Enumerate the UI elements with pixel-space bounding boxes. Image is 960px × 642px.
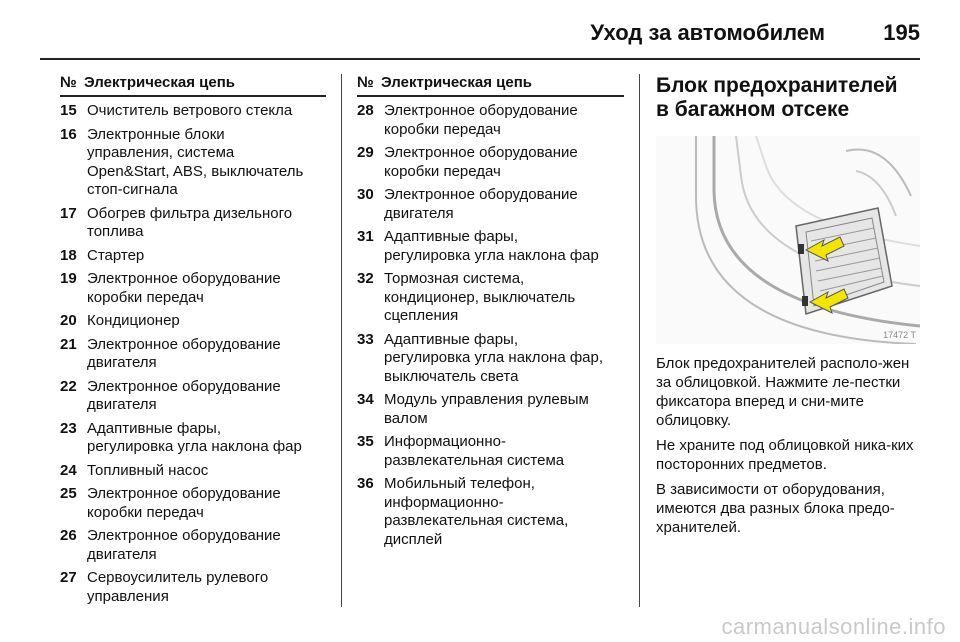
circuit-name: Очиститель ветрового стекла bbox=[87, 102, 293, 119]
table-row bbox=[357, 270, 624, 326]
circuit-name: Электронное оборудование коробки передач bbox=[87, 485, 281, 521]
paragraph: В зависимости от оборудования, имеются два разных блока предо-хранителей. bbox=[656, 481, 895, 536]
fuse-number: 32 bbox=[357, 270, 374, 287]
table-row bbox=[60, 270, 326, 307]
trunk-fuse-box-illustration bbox=[656, 136, 920, 344]
table-row bbox=[60, 485, 326, 522]
section-title: Блок предохранителей в багажном отсеке bbox=[656, 74, 898, 121]
circuit-name: Электронное оборудование двигателя bbox=[87, 377, 281, 413]
table-row bbox=[60, 420, 326, 457]
table-row bbox=[60, 102, 326, 121]
table-row bbox=[357, 433, 624, 470]
table-header bbox=[357, 74, 624, 97]
fuse-number: 24 bbox=[60, 461, 77, 479]
paragraph: Блок предохранителей располо-жен за облицовкой. Нажмите ле-пестки фиксатора вперед и сни-мите облицовку. bbox=[656, 355, 910, 429]
circuit-name: Информационно- развлекательная система bbox=[384, 433, 565, 469]
fuse-number: 25 bbox=[60, 485, 77, 502]
circuit-name: Электронное оборудование двигателя bbox=[384, 186, 578, 222]
circuit-name: Электронное оборудование коробки передач bbox=[87, 270, 281, 306]
fuse-number: 18 bbox=[60, 246, 77, 264]
fuse-number: 28 bbox=[357, 102, 374, 119]
table-row bbox=[60, 378, 326, 415]
circuit-name: Мобильный телефон, информационно- развлекательная система, дисплей bbox=[384, 475, 569, 548]
trunk-panel-drawing bbox=[656, 136, 920, 344]
circuit-name: Адаптивные фары, регулировка угла наклона фар, выключатель света bbox=[384, 330, 604, 385]
circuit-name: Модуль управления рулевым валом bbox=[384, 391, 589, 427]
fuse-table-right bbox=[357, 74, 624, 554]
column-divider bbox=[639, 74, 640, 607]
table-row bbox=[357, 475, 624, 549]
table-row bbox=[357, 102, 624, 139]
column-divider bbox=[341, 74, 342, 607]
col-number-header: № bbox=[357, 74, 374, 91]
fuse-number: 16 bbox=[60, 125, 77, 143]
fuse-number: 19 bbox=[60, 270, 77, 287]
page-header bbox=[40, 14, 920, 60]
fuse-number: 23 bbox=[60, 419, 77, 437]
table-row bbox=[357, 391, 624, 428]
table-row bbox=[357, 228, 624, 265]
table-row bbox=[60, 569, 326, 606]
circuit-name: Кондиционер bbox=[87, 312, 180, 329]
fuse-number: 36 bbox=[357, 475, 374, 492]
page-title: Уход за автомобилем bbox=[590, 20, 825, 45]
table-row bbox=[60, 336, 326, 373]
table-row bbox=[357, 331, 624, 387]
fuse-number: 33 bbox=[357, 330, 374, 348]
circuit-name: Топливный насос bbox=[87, 461, 209, 479]
fuse-number: 29 bbox=[357, 144, 374, 161]
fuse-table-left bbox=[60, 74, 326, 611]
col-circuit-header: Электрическая цепь bbox=[84, 74, 236, 91]
table-row bbox=[60, 126, 326, 200]
table-header bbox=[60, 74, 326, 97]
table-row bbox=[60, 527, 326, 564]
circuit-name: Обогрев фильтра дизельного топлива bbox=[87, 204, 293, 240]
fuse-number: 21 bbox=[60, 335, 77, 353]
circuit-name: Электронные блоки управления, система Open&Start, ABS, выключатель стоп-сигнала bbox=[87, 125, 304, 198]
table-row bbox=[60, 312, 326, 331]
circuit-name: Адаптивные фары, регулировка угла наклона фар bbox=[87, 419, 302, 455]
circuit-name: Электронное оборудование двигателя bbox=[87, 527, 281, 563]
table-row bbox=[357, 186, 624, 223]
paragraph: Не храните под облицовкой ника-ких посторонних предметов. bbox=[656, 437, 914, 473]
fuse-number: 30 bbox=[357, 186, 374, 203]
fuse-box-section bbox=[656, 74, 926, 543]
circuit-name: Электронное оборудование двигателя bbox=[87, 335, 281, 371]
col-circuit-header: Электрическая цепь bbox=[381, 74, 533, 91]
circuit-name: Стартер bbox=[87, 246, 145, 264]
circuit-name: Электронное оборудование коробки передач bbox=[384, 144, 578, 180]
fuse-number: 34 bbox=[357, 391, 374, 408]
fuse-number: 31 bbox=[357, 228, 374, 245]
fuse-number: 17 bbox=[60, 204, 77, 222]
col-number-header: № bbox=[60, 74, 77, 91]
watermark: carmanualsonline.info bbox=[721, 614, 946, 639]
figure-code: 17472 T bbox=[883, 330, 916, 340]
fuse-number: 20 bbox=[60, 312, 77, 329]
circuit-name: Тормозная система, кондиционер, выключатель сцепления bbox=[384, 270, 576, 324]
circuit-name: Электронное оборудование коробки передач bbox=[384, 102, 578, 138]
table-row bbox=[60, 205, 326, 242]
table-row bbox=[357, 144, 624, 181]
circuit-name: Сервоусилитель рулевого управления bbox=[87, 569, 269, 605]
page-number: 195 bbox=[883, 20, 920, 45]
table-row bbox=[60, 247, 326, 266]
fuse-number: 26 bbox=[60, 527, 77, 544]
table-row bbox=[60, 462, 326, 481]
fuse-number: 15 bbox=[60, 102, 77, 119]
circuit-name: Адаптивные фары, регулировка угла наклона фар bbox=[384, 228, 599, 264]
fuse-number: 35 bbox=[357, 433, 374, 450]
fuse-number: 27 bbox=[60, 569, 77, 586]
fuse-number: 22 bbox=[60, 377, 77, 395]
